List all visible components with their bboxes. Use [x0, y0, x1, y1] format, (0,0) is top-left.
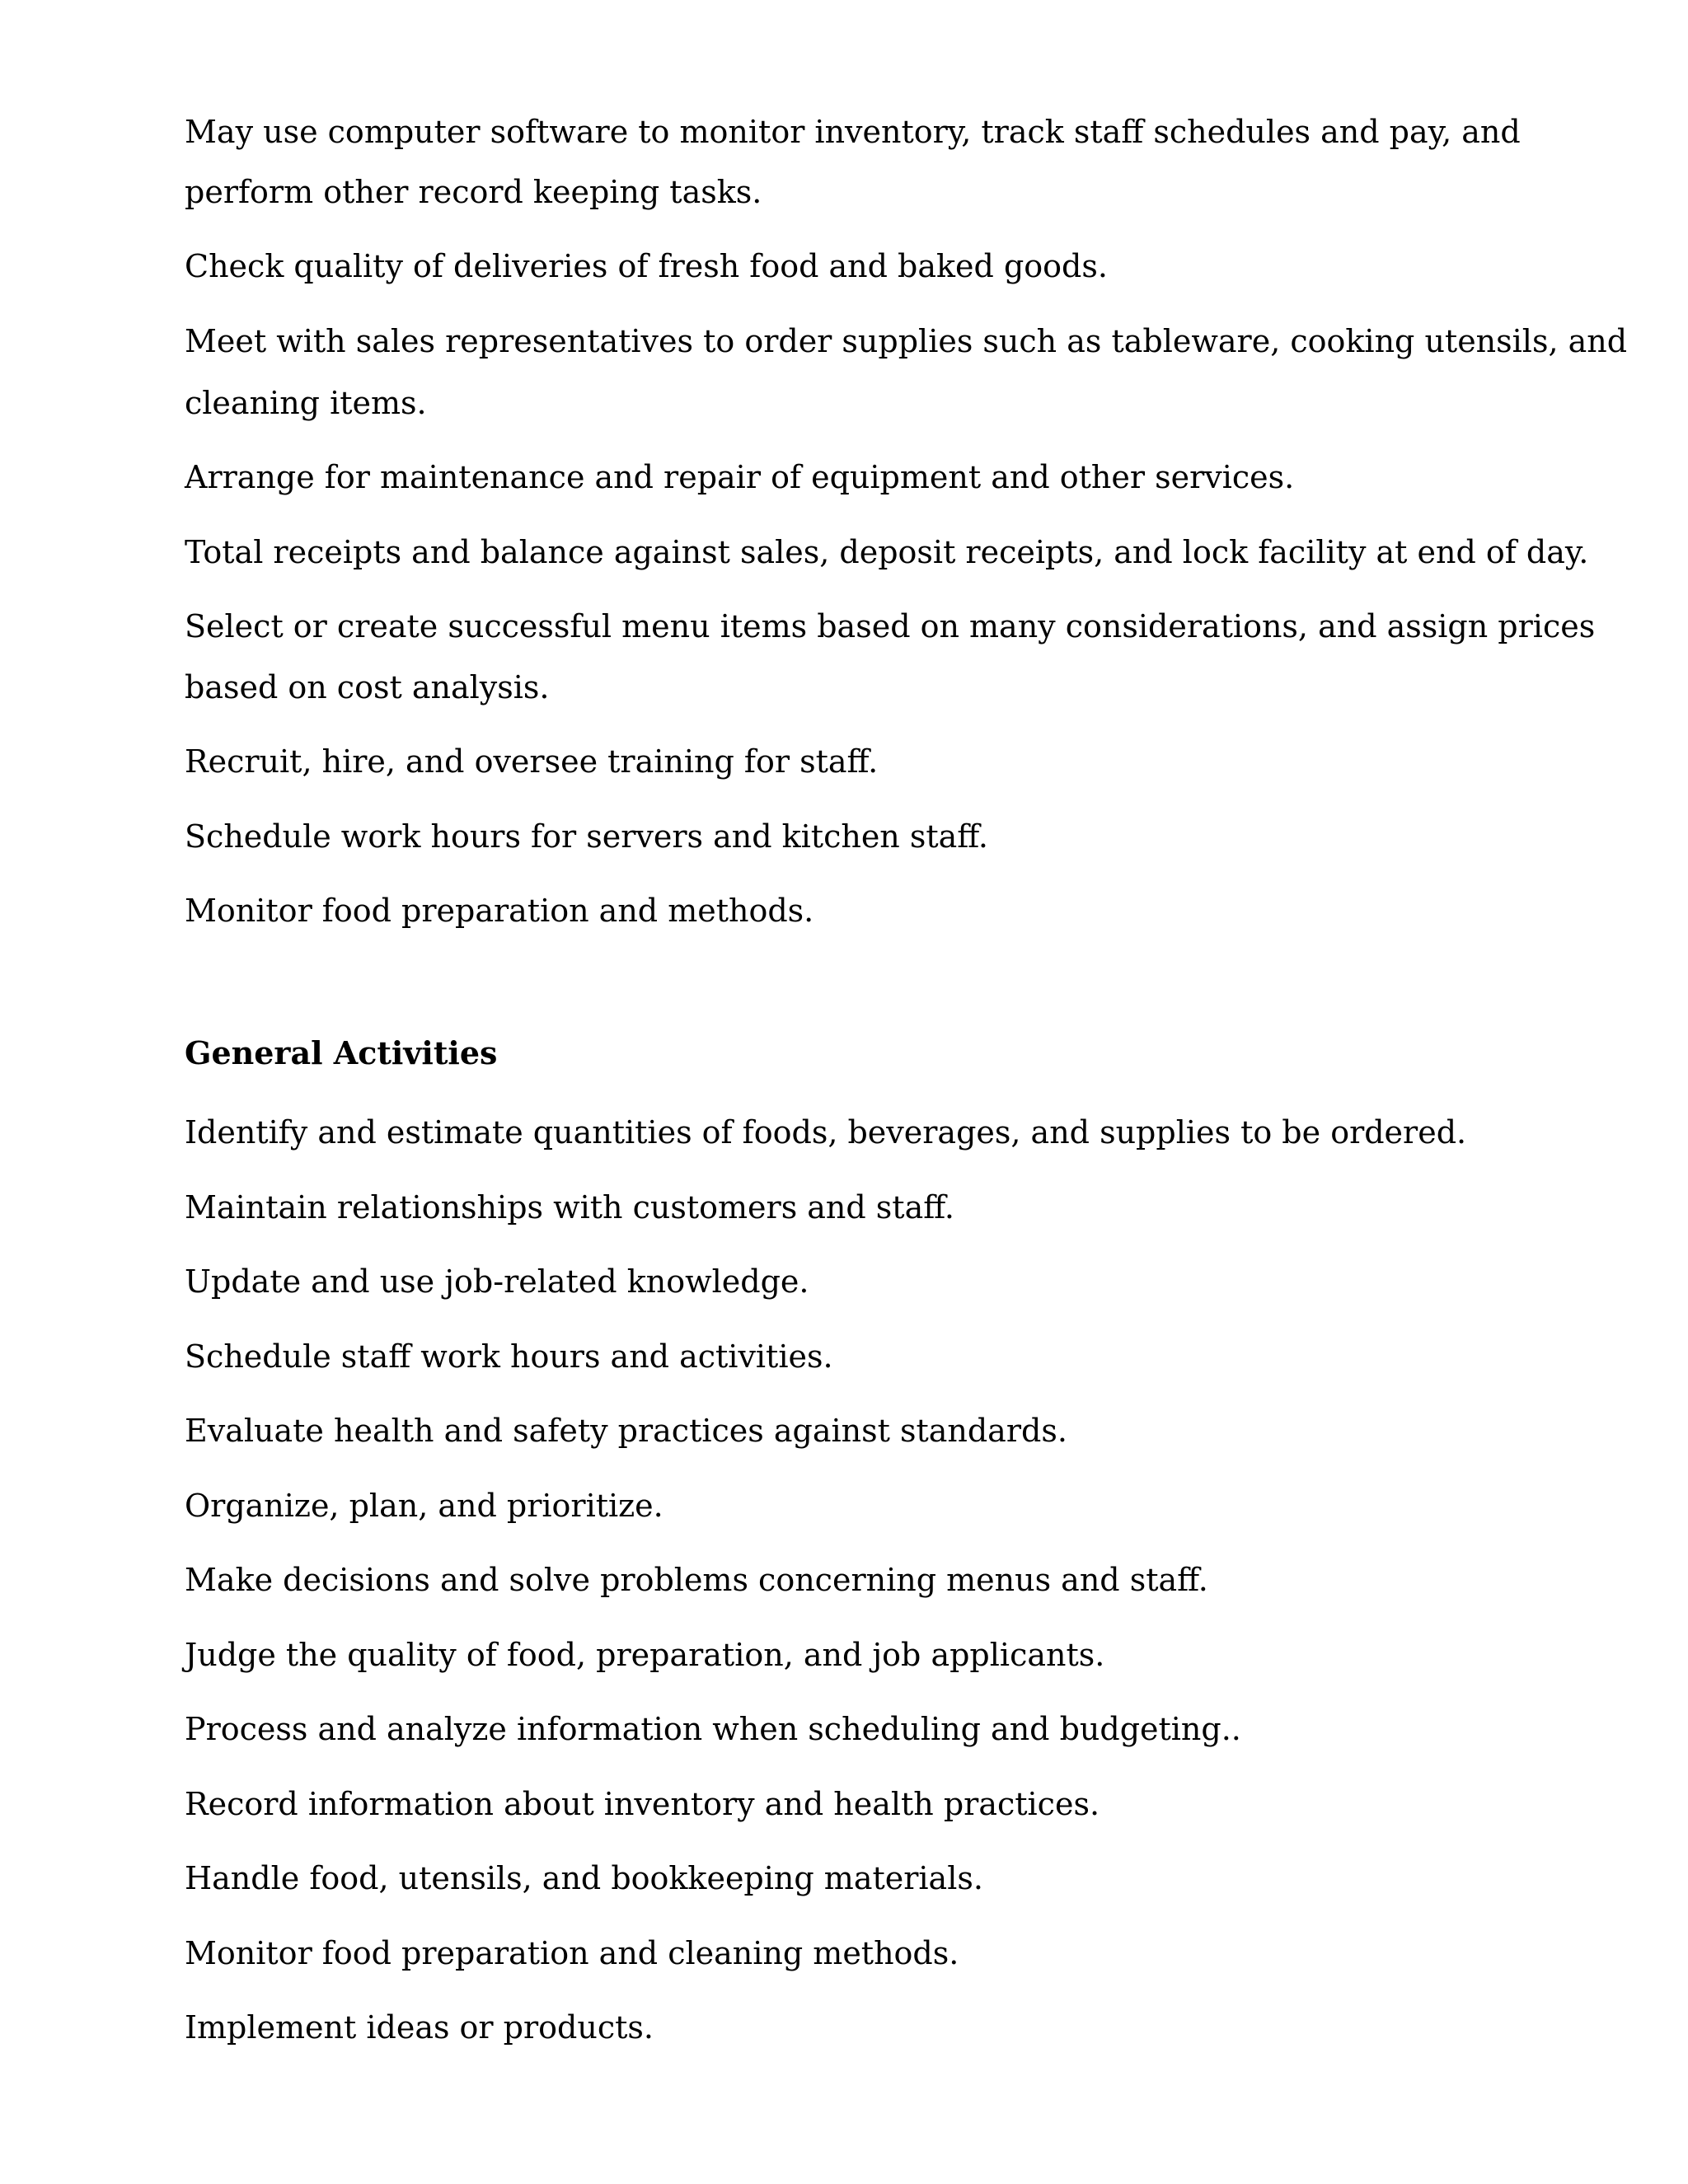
list-item: Maintain relationships with customers and staff. — [185, 1189, 954, 1226]
list-item: Process and analyze information when scheduling and budgeting.. — [185, 1711, 1241, 1747]
list-item: Identify and estimate quantities of foods, beverages, and supplies to be ordered. — [185, 1114, 1467, 1151]
list-item: Organize, plan, and prioritize. — [185, 1488, 663, 1524]
section-heading: General Activities — [185, 1034, 498, 1071]
paragraph-line: May use computer software to monitor inventory, track staff schedules and pay, and — [185, 114, 1521, 150]
paragraph-line: Total receipts and balance against sales, deposit receipts, and lock facility at end of day. — [185, 534, 1589, 570]
list-item: Evaluate health and safety practices against standards. — [185, 1413, 1067, 1449]
paragraph-line: Check quality of deliveries of fresh food and baked goods. — [185, 248, 1108, 284]
paragraph-line: Arrange for maintenance and repair of equipment and other services. — [185, 459, 1295, 495]
paragraph-line: Monitor food preparation and methods. — [185, 893, 814, 929]
paragraph-line: Meet with sales representatives to order supplies such as tableware, cooking utensils, and — [185, 323, 1628, 359]
list-item: Make decisions and solve problems concerning menus and staff. — [185, 1562, 1208, 1598]
paragraph-line: perform other record keeping tasks. — [185, 174, 762, 210]
paragraph-line: based on cost analysis. — [185, 669, 550, 705]
list-item: Judge the quality of food, preparation, and job applicants. — [185, 1637, 1105, 1673]
list-item: Handle food, utensils, and bookkeeping materials. — [185, 1860, 983, 1896]
paragraph-line: cleaning items. — [185, 385, 427, 421]
paragraph-line: Schedule work hours for servers and kitchen staff. — [185, 818, 989, 855]
list-item: Implement ideas or products. — [185, 2009, 654, 2046]
paragraph-line: Select or create successful menu items based on many considerations, and assign prices — [185, 608, 1596, 644]
list-item: Update and use job-related knowledge. — [185, 1263, 809, 1300]
list-item: Schedule staff work hours and activities. — [185, 1338, 833, 1375]
list-item: Record information about inventory and health practices. — [185, 1786, 1100, 1822]
paragraph-line: Recruit, hire, and oversee training for staff. — [185, 743, 879, 780]
list-item: Monitor food preparation and cleaning methods. — [185, 1935, 959, 1971]
